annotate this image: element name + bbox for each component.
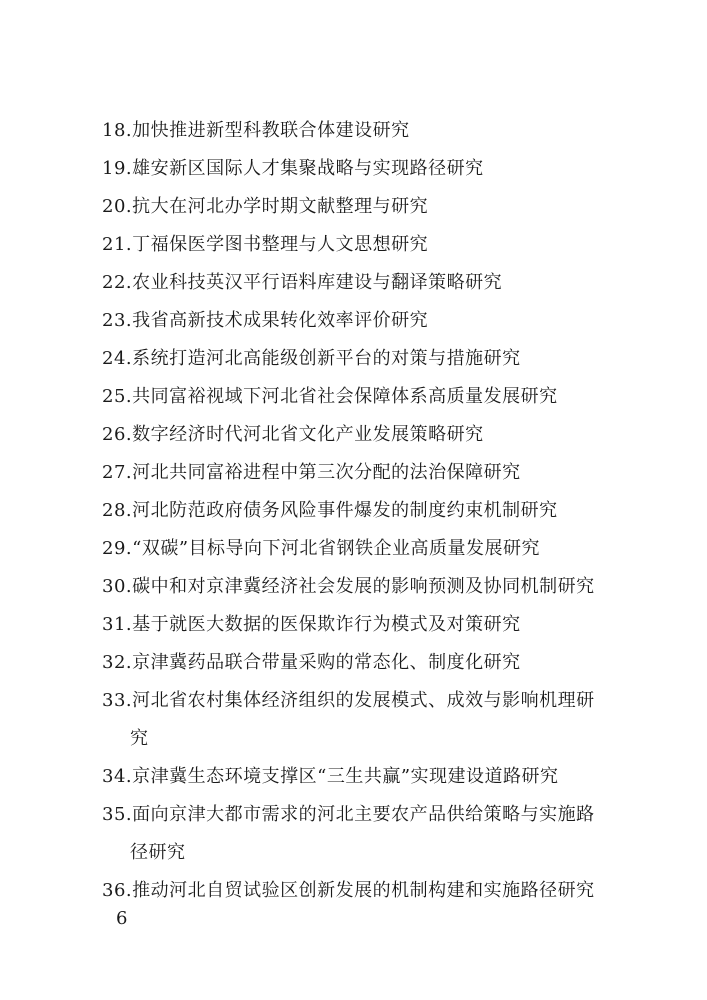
item-number: 29. xyxy=(102,538,133,559)
item-title-continuation: 径研究 xyxy=(130,842,186,863)
list-item xyxy=(102,264,622,302)
item-number: 34. xyxy=(102,766,133,787)
list-item xyxy=(102,758,622,796)
page-number: 6 xyxy=(116,908,128,929)
item-title: 基于就医大数据的医保欺诈行为模式及对策研究 xyxy=(132,614,521,635)
item-number: 19. xyxy=(102,158,133,179)
item-number: 25. xyxy=(102,386,133,407)
list-item xyxy=(102,568,622,606)
item-title: 我省高新技术成果转化效率评价研究 xyxy=(132,310,429,331)
list-item xyxy=(102,340,622,378)
item-title: “双碳”目标导向下河北省钢铁企业高质量发展研究 xyxy=(132,538,541,559)
item-number: 28. xyxy=(102,500,133,521)
list-item xyxy=(102,492,622,530)
item-number: 36. xyxy=(102,880,133,901)
item-number: 31. xyxy=(102,614,133,635)
item-title: 河北防范政府债务风险事件爆发的制度约束机制研究 xyxy=(132,500,558,521)
item-title: 农业科技英汉平行语料库建设与翻译策略研究 xyxy=(132,272,503,293)
item-title: 河北省农村集体经济组织的发展模式、成效与影响机理研 xyxy=(132,690,595,711)
item-number: 27. xyxy=(102,462,133,483)
item-number: 30. xyxy=(102,576,133,597)
item-title: 京津冀药品联合带量采购的常态化、制度化研究 xyxy=(132,652,521,673)
item-number: 20. xyxy=(102,196,133,217)
item-title: 推动河北自贸试验区创新发展的机制构建和实施路径研究 xyxy=(132,880,595,901)
list-item xyxy=(102,796,622,872)
item-title-continuation: 究 xyxy=(130,728,149,749)
item-number: 18. xyxy=(102,120,133,141)
item-title: 碳中和对京津冀经济社会发展的影响预测及协同机制研究 xyxy=(132,576,595,597)
list-item xyxy=(102,530,622,568)
list-item xyxy=(102,188,622,226)
list-item xyxy=(102,150,622,188)
item-title: 丁福保医学图书整理与人文思想研究 xyxy=(132,234,429,255)
item-number: 21. xyxy=(102,234,133,255)
list-item xyxy=(102,226,622,264)
item-title: 雄安新区国际人才集聚战略与实现路径研究 xyxy=(132,158,484,179)
list-item xyxy=(102,378,622,416)
item-number: 22. xyxy=(102,272,133,293)
item-number: 23. xyxy=(102,310,133,331)
list-item xyxy=(102,606,622,644)
item-number: 33. xyxy=(102,690,133,711)
item-title: 京津冀生态环境支撑区“三生共赢”实现建设道路研究 xyxy=(132,766,559,787)
topic-list xyxy=(102,112,622,910)
item-number: 26. xyxy=(102,424,133,445)
list-item xyxy=(102,112,622,150)
list-item xyxy=(102,416,622,454)
item-number: 24. xyxy=(102,348,133,369)
list-item xyxy=(102,302,622,340)
item-title: 加快推进新型科教联合体建设研究 xyxy=(132,120,410,141)
item-title: 抗大在河北办学时期文献整理与研究 xyxy=(132,196,429,217)
list-item xyxy=(102,644,622,682)
item-title: 河北共同富裕进程中第三次分配的法治保障研究 xyxy=(132,462,521,483)
item-number: 32. xyxy=(102,652,133,673)
list-item xyxy=(102,872,622,910)
item-title: 共同富裕视域下河北省社会保障体系高质量发展研究 xyxy=(132,386,558,407)
item-title: 系统打造河北高能级创新平台的对策与措施研究 xyxy=(132,348,521,369)
item-title: 数字经济时代河北省文化产业发展策略研究 xyxy=(132,424,484,445)
item-title: 面向京津大都市需求的河北主要农产品供给策略与实施路 xyxy=(132,804,595,825)
item-number: 35. xyxy=(102,804,133,825)
list-item xyxy=(102,454,622,492)
list-item xyxy=(102,682,622,758)
